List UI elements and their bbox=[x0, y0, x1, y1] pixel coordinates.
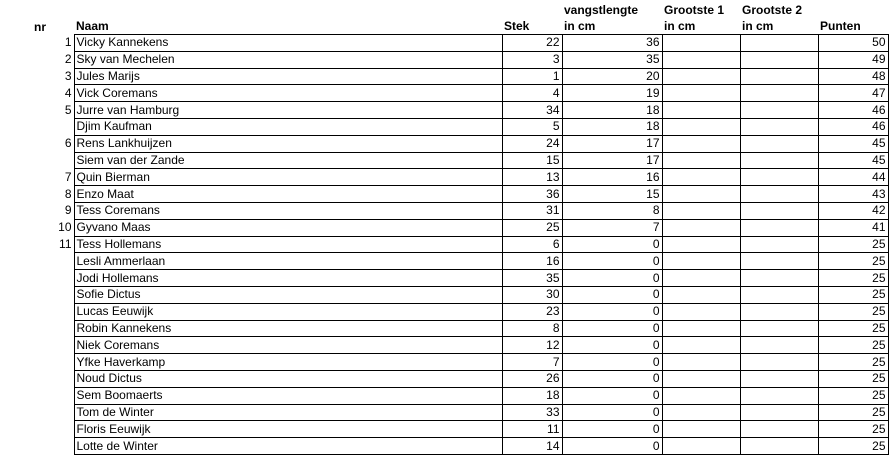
cell-stek[interactable]: 6 bbox=[502, 236, 562, 253]
cell-vangstlengte[interactable]: 0 bbox=[562, 438, 662, 455]
table-row bbox=[20, 85, 888, 102]
cell-grootste-2[interactable] bbox=[740, 35, 818, 52]
cell-naam[interactable]: Quin Bierman bbox=[74, 169, 502, 186]
header-punten: Punten bbox=[820, 19, 861, 33]
cell-vangstlengte[interactable]: 17 bbox=[562, 152, 662, 169]
cell-nr[interactable] bbox=[20, 354, 74, 371]
cell-punten[interactable]: 25 bbox=[818, 337, 888, 354]
cell-stek[interactable]: 30 bbox=[502, 286, 562, 303]
cell-grootste-1[interactable] bbox=[662, 303, 740, 320]
cell-grootste-1[interactable] bbox=[662, 202, 740, 219]
cell-naam[interactable]: Sofie Dictus bbox=[74, 286, 502, 303]
header-grootste-1: Grootste 1 bbox=[664, 3, 725, 17]
table-row bbox=[20, 421, 888, 438]
cell-stek[interactable]: 34 bbox=[502, 102, 562, 119]
table-row bbox=[20, 102, 888, 119]
cell-grootste-2[interactable] bbox=[740, 51, 818, 68]
table-row bbox=[20, 286, 888, 303]
cell-naam[interactable]: Sem Boomaerts bbox=[74, 387, 502, 404]
cell-nr[interactable]: 7 bbox=[20, 169, 74, 186]
cell-punten[interactable]: 25 bbox=[818, 286, 888, 303]
cell-naam[interactable]: Vick Coremans bbox=[74, 85, 502, 102]
header-vangstlengte: vangstlengte bbox=[564, 3, 639, 17]
table-row bbox=[20, 169, 888, 186]
cell-stek[interactable]: 18 bbox=[502, 387, 562, 404]
cell-punten[interactable]: 25 bbox=[818, 236, 888, 253]
cell-stek[interactable]: 16 bbox=[502, 253, 562, 270]
cell-nr[interactable] bbox=[20, 253, 74, 270]
cell-grootste-2[interactable] bbox=[740, 438, 818, 455]
cell-stek[interactable]: 7 bbox=[502, 354, 562, 371]
cell-stek[interactable]: 26 bbox=[502, 370, 562, 387]
cell-vangstlengte[interactable]: 18 bbox=[562, 118, 662, 135]
cell-vangstlengte[interactable]: 0 bbox=[562, 337, 662, 354]
table-row bbox=[20, 404, 888, 421]
table-row bbox=[20, 51, 888, 68]
cell-grootste-1[interactable] bbox=[662, 236, 740, 253]
cell-punten[interactable]: 45 bbox=[818, 152, 888, 169]
cell-naam[interactable]: Niek Coremans bbox=[74, 337, 502, 354]
table-row bbox=[20, 135, 888, 152]
cell-grootste-2[interactable] bbox=[740, 169, 818, 186]
cell-vangstlengte[interactable]: 16 bbox=[562, 169, 662, 186]
cell-naam[interactable]: Vicky Kannekens bbox=[74, 35, 502, 52]
cell-grootste-2[interactable] bbox=[740, 370, 818, 387]
cell-punten[interactable]: 25 bbox=[818, 421, 888, 438]
header-nr-blank bbox=[20, 0, 74, 18]
cell-punten[interactable]: 25 bbox=[818, 438, 888, 455]
table-row bbox=[20, 68, 888, 85]
cell-stek[interactable]: 3 bbox=[502, 51, 562, 68]
table-row bbox=[20, 253, 888, 270]
cell-punten[interactable]: 25 bbox=[818, 404, 888, 421]
cell-grootste-2[interactable] bbox=[740, 202, 818, 219]
cell-punten[interactable]: 45 bbox=[818, 135, 888, 152]
cell-vangstlengte[interactable]: 7 bbox=[562, 219, 662, 236]
cell-nr[interactable]: 1 bbox=[20, 35, 74, 52]
cell-vangstlengte[interactable]: 0 bbox=[562, 286, 662, 303]
cell-nr[interactable]: 2 bbox=[20, 51, 74, 68]
cell-nr[interactable] bbox=[20, 303, 74, 320]
header-row-2 bbox=[20, 18, 888, 35]
cell-nr[interactable]: 10 bbox=[20, 219, 74, 236]
cell-grootste-1[interactable] bbox=[662, 320, 740, 337]
cell-naam[interactable]: Jurre van Hamburg bbox=[74, 102, 502, 119]
cell-naam[interactable]: Enzo Maat bbox=[74, 186, 502, 203]
cell-naam[interactable]: Yfke Haverkamp bbox=[74, 354, 502, 371]
cell-vangstlengte[interactable]: 19 bbox=[562, 85, 662, 102]
cell-nr[interactable] bbox=[20, 421, 74, 438]
cell-nr[interactable]: 8 bbox=[20, 186, 74, 203]
cell-grootste-2[interactable] bbox=[740, 152, 818, 169]
cell-nr[interactable]: 11 bbox=[20, 236, 74, 253]
header-stek: Stek bbox=[504, 19, 530, 33]
table-row bbox=[20, 337, 888, 354]
cell-stek[interactable]: 22 bbox=[502, 35, 562, 52]
cell-grootste-1[interactable] bbox=[662, 118, 740, 135]
cell-stek[interactable]: 8 bbox=[502, 320, 562, 337]
cell-punten[interactable]: 46 bbox=[818, 102, 888, 119]
header-grootste-2-unit: in cm bbox=[742, 19, 774, 33]
cell-grootste-1[interactable] bbox=[662, 85, 740, 102]
cell-grootste-2[interactable] bbox=[740, 236, 818, 253]
cell-grootste-1[interactable] bbox=[662, 253, 740, 270]
cell-grootste-1[interactable] bbox=[662, 135, 740, 152]
cell-vangstlengte[interactable]: 0 bbox=[562, 253, 662, 270]
cell-vangstlengte[interactable]: 8 bbox=[562, 202, 662, 219]
header-naam-blank bbox=[74, 0, 502, 18]
cell-nr[interactable] bbox=[20, 118, 74, 135]
cell-grootste-1[interactable] bbox=[662, 51, 740, 68]
cell-punten[interactable]: 46 bbox=[818, 118, 888, 135]
header-naam: Naam bbox=[76, 19, 109, 33]
table-row bbox=[20, 35, 888, 52]
cell-punten[interactable]: 43 bbox=[818, 186, 888, 203]
cell-stek[interactable]: 4 bbox=[502, 85, 562, 102]
cell-stek[interactable]: 23 bbox=[502, 303, 562, 320]
cell-nr[interactable]: 9 bbox=[20, 202, 74, 219]
cell-naam[interactable]: Tess Coremans bbox=[74, 202, 502, 219]
cell-grootste-2[interactable] bbox=[740, 337, 818, 354]
cell-stek[interactable]: 11 bbox=[502, 421, 562, 438]
cell-grootste-1[interactable] bbox=[662, 186, 740, 203]
cell-naam[interactable]: Gyvano Maas bbox=[74, 219, 502, 236]
cell-grootste-1[interactable] bbox=[662, 337, 740, 354]
results-table bbox=[20, 0, 889, 455]
cell-nr[interactable] bbox=[20, 438, 74, 455]
cell-vangstlengte[interactable]: 0 bbox=[562, 354, 662, 371]
cell-punten[interactable]: 25 bbox=[818, 387, 888, 404]
cell-grootste-1[interactable] bbox=[662, 438, 740, 455]
table-row bbox=[20, 303, 888, 320]
cell-grootste-2[interactable] bbox=[740, 135, 818, 152]
cell-punten[interactable]: 25 bbox=[818, 370, 888, 387]
cell-vangstlengte[interactable]: 36 bbox=[562, 35, 662, 52]
cell-naam[interactable]: Tom de Winter bbox=[74, 404, 502, 421]
header-stek-blank bbox=[502, 0, 562, 18]
table-row bbox=[20, 202, 888, 219]
cell-vangstlengte[interactable]: 0 bbox=[562, 236, 662, 253]
cell-stek[interactable]: 36 bbox=[502, 186, 562, 203]
cell-grootste-2[interactable] bbox=[740, 253, 818, 270]
table-row bbox=[20, 236, 888, 253]
cell-grootste-2[interactable] bbox=[740, 118, 818, 135]
header-punten-blank bbox=[818, 0, 888, 18]
cell-grootste-2[interactable] bbox=[740, 270, 818, 287]
cell-nr[interactable]: 6 bbox=[20, 135, 74, 152]
header-vangstlengte-unit: in cm bbox=[564, 19, 596, 33]
table-row bbox=[20, 320, 888, 337]
cell-punten[interactable]: 25 bbox=[818, 320, 888, 337]
cell-stek[interactable]: 1 bbox=[502, 68, 562, 85]
cell-grootste-2[interactable] bbox=[740, 68, 818, 85]
cell-naam[interactable]: Robin Kannekens bbox=[74, 320, 502, 337]
cell-naam[interactable]: Jodi Hollemans bbox=[74, 270, 502, 287]
cell-punten[interactable]: 25 bbox=[818, 270, 888, 287]
cell-nr[interactable]: 5 bbox=[20, 102, 74, 119]
cell-nr[interactable] bbox=[20, 286, 74, 303]
cell-grootste-2[interactable] bbox=[740, 186, 818, 203]
cell-grootste-2[interactable] bbox=[740, 286, 818, 303]
cell-naam[interactable]: Jules Marijs bbox=[74, 68, 502, 85]
table-row bbox=[20, 270, 888, 287]
cell-grootste-1[interactable] bbox=[662, 102, 740, 119]
cell-vangstlengte[interactable]: 0 bbox=[562, 404, 662, 421]
cell-grootste-1[interactable] bbox=[662, 35, 740, 52]
cell-grootste-1[interactable] bbox=[662, 68, 740, 85]
cell-stek[interactable]: 13 bbox=[502, 169, 562, 186]
cell-grootste-1[interactable] bbox=[662, 370, 740, 387]
cell-nr[interactable] bbox=[20, 387, 74, 404]
cell-grootste-2[interactable] bbox=[740, 85, 818, 102]
cell-vangstlengte[interactable]: 15 bbox=[562, 186, 662, 203]
cell-punten[interactable]: 25 bbox=[818, 354, 888, 371]
table-row bbox=[20, 370, 888, 387]
cell-naam[interactable]: Lucas Eeuwijk bbox=[74, 303, 502, 320]
table-row bbox=[20, 118, 888, 135]
cell-stek[interactable]: 24 bbox=[502, 135, 562, 152]
cell-grootste-2[interactable] bbox=[740, 219, 818, 236]
table-row bbox=[20, 152, 888, 169]
cell-grootste-1[interactable] bbox=[662, 169, 740, 186]
cell-punten[interactable]: 41 bbox=[818, 219, 888, 236]
cell-naam[interactable]: Lesli Ammerlaan bbox=[74, 253, 502, 270]
cell-naam[interactable]: Noud Dictus bbox=[74, 370, 502, 387]
table-row bbox=[20, 438, 888, 455]
table-row bbox=[20, 387, 888, 404]
cell-naam[interactable]: Tess Hollemans bbox=[74, 236, 502, 253]
cell-grootste-2[interactable] bbox=[740, 354, 818, 371]
cell-grootste-1[interactable] bbox=[662, 404, 740, 421]
cell-naam[interactable]: Sky van Mechelen bbox=[74, 51, 502, 68]
cell-stek[interactable]: 15 bbox=[502, 152, 562, 169]
cell-naam[interactable]: Djim Kaufman bbox=[74, 118, 502, 135]
cell-nr[interactable] bbox=[20, 404, 74, 421]
cell-grootste-1[interactable] bbox=[662, 286, 740, 303]
cell-vangstlengte[interactable]: 0 bbox=[562, 303, 662, 320]
cell-grootste-1[interactable] bbox=[662, 387, 740, 404]
cell-nr[interactable]: 3 bbox=[20, 68, 74, 85]
cell-nr[interactable]: 4 bbox=[20, 85, 74, 102]
cell-stek[interactable]: 5 bbox=[502, 118, 562, 135]
table-row bbox=[20, 354, 888, 371]
cell-stek[interactable]: 31 bbox=[502, 202, 562, 219]
cell-punten[interactable]: 44 bbox=[818, 169, 888, 186]
cell-punten[interactable]: 48 bbox=[818, 68, 888, 85]
cell-nr[interactable] bbox=[20, 337, 74, 354]
cell-grootste-2[interactable] bbox=[740, 303, 818, 320]
cell-vangstlengte[interactable]: 0 bbox=[562, 320, 662, 337]
cell-nr[interactable] bbox=[20, 320, 74, 337]
cell-punten[interactable]: 25 bbox=[818, 303, 888, 320]
cell-grootste-1[interactable] bbox=[662, 152, 740, 169]
cell-vangstlengte[interactable]: 0 bbox=[562, 370, 662, 387]
header-grootste-1-unit: in cm bbox=[664, 19, 696, 33]
cell-punten[interactable]: 49 bbox=[818, 51, 888, 68]
cell-nr[interactable] bbox=[20, 270, 74, 287]
cell-stek[interactable]: 14 bbox=[502, 438, 562, 455]
cell-punten[interactable]: 42 bbox=[818, 202, 888, 219]
cell-vangstlengte[interactable]: 18 bbox=[562, 102, 662, 119]
table-body bbox=[20, 35, 888, 455]
cell-grootste-1[interactable] bbox=[662, 219, 740, 236]
cell-vangstlengte[interactable]: 0 bbox=[562, 421, 662, 438]
cell-stek[interactable]: 35 bbox=[502, 270, 562, 287]
cell-naam[interactable]: Lotte de Winter bbox=[74, 438, 502, 455]
cell-grootste-2[interactable] bbox=[740, 387, 818, 404]
cell-grootste-2[interactable] bbox=[740, 421, 818, 438]
cell-naam[interactable]: Rens Lankhuijzen bbox=[74, 135, 502, 152]
cell-stek[interactable]: 33 bbox=[502, 404, 562, 421]
cell-grootste-2[interactable] bbox=[740, 320, 818, 337]
cell-vangstlengte[interactable]: 0 bbox=[562, 270, 662, 287]
cell-stek[interactable]: 12 bbox=[502, 337, 562, 354]
cell-vangstlengte[interactable]: 0 bbox=[562, 387, 662, 404]
cell-grootste-2[interactable] bbox=[740, 102, 818, 119]
header-row-1 bbox=[20, 0, 888, 18]
cell-punten[interactable]: 25 bbox=[818, 253, 888, 270]
cell-grootste-1[interactable] bbox=[662, 354, 740, 371]
table-row bbox=[20, 186, 888, 203]
cell-nr[interactable] bbox=[20, 370, 74, 387]
cell-punten[interactable]: 47 bbox=[818, 85, 888, 102]
cell-nr[interactable] bbox=[20, 152, 74, 169]
cell-punten[interactable]: 50 bbox=[818, 35, 888, 52]
cell-grootste-1[interactable] bbox=[662, 270, 740, 287]
cell-vangstlengte[interactable]: 20 bbox=[562, 68, 662, 85]
cell-grootste-1[interactable] bbox=[662, 421, 740, 438]
cell-naam[interactable]: Floris Eeuwijk bbox=[74, 421, 502, 438]
cell-vangstlengte[interactable]: 17 bbox=[562, 135, 662, 152]
cell-naam[interactable]: Siem van der Zande bbox=[74, 152, 502, 169]
cell-vangstlengte[interactable]: 35 bbox=[562, 51, 662, 68]
cell-grootste-2[interactable] bbox=[740, 404, 818, 421]
cell-stek[interactable]: 25 bbox=[502, 219, 562, 236]
header-grootste-2: Grootste 2 bbox=[742, 3, 803, 17]
table-row bbox=[20, 219, 888, 236]
header-nr: nr bbox=[34, 19, 46, 34]
